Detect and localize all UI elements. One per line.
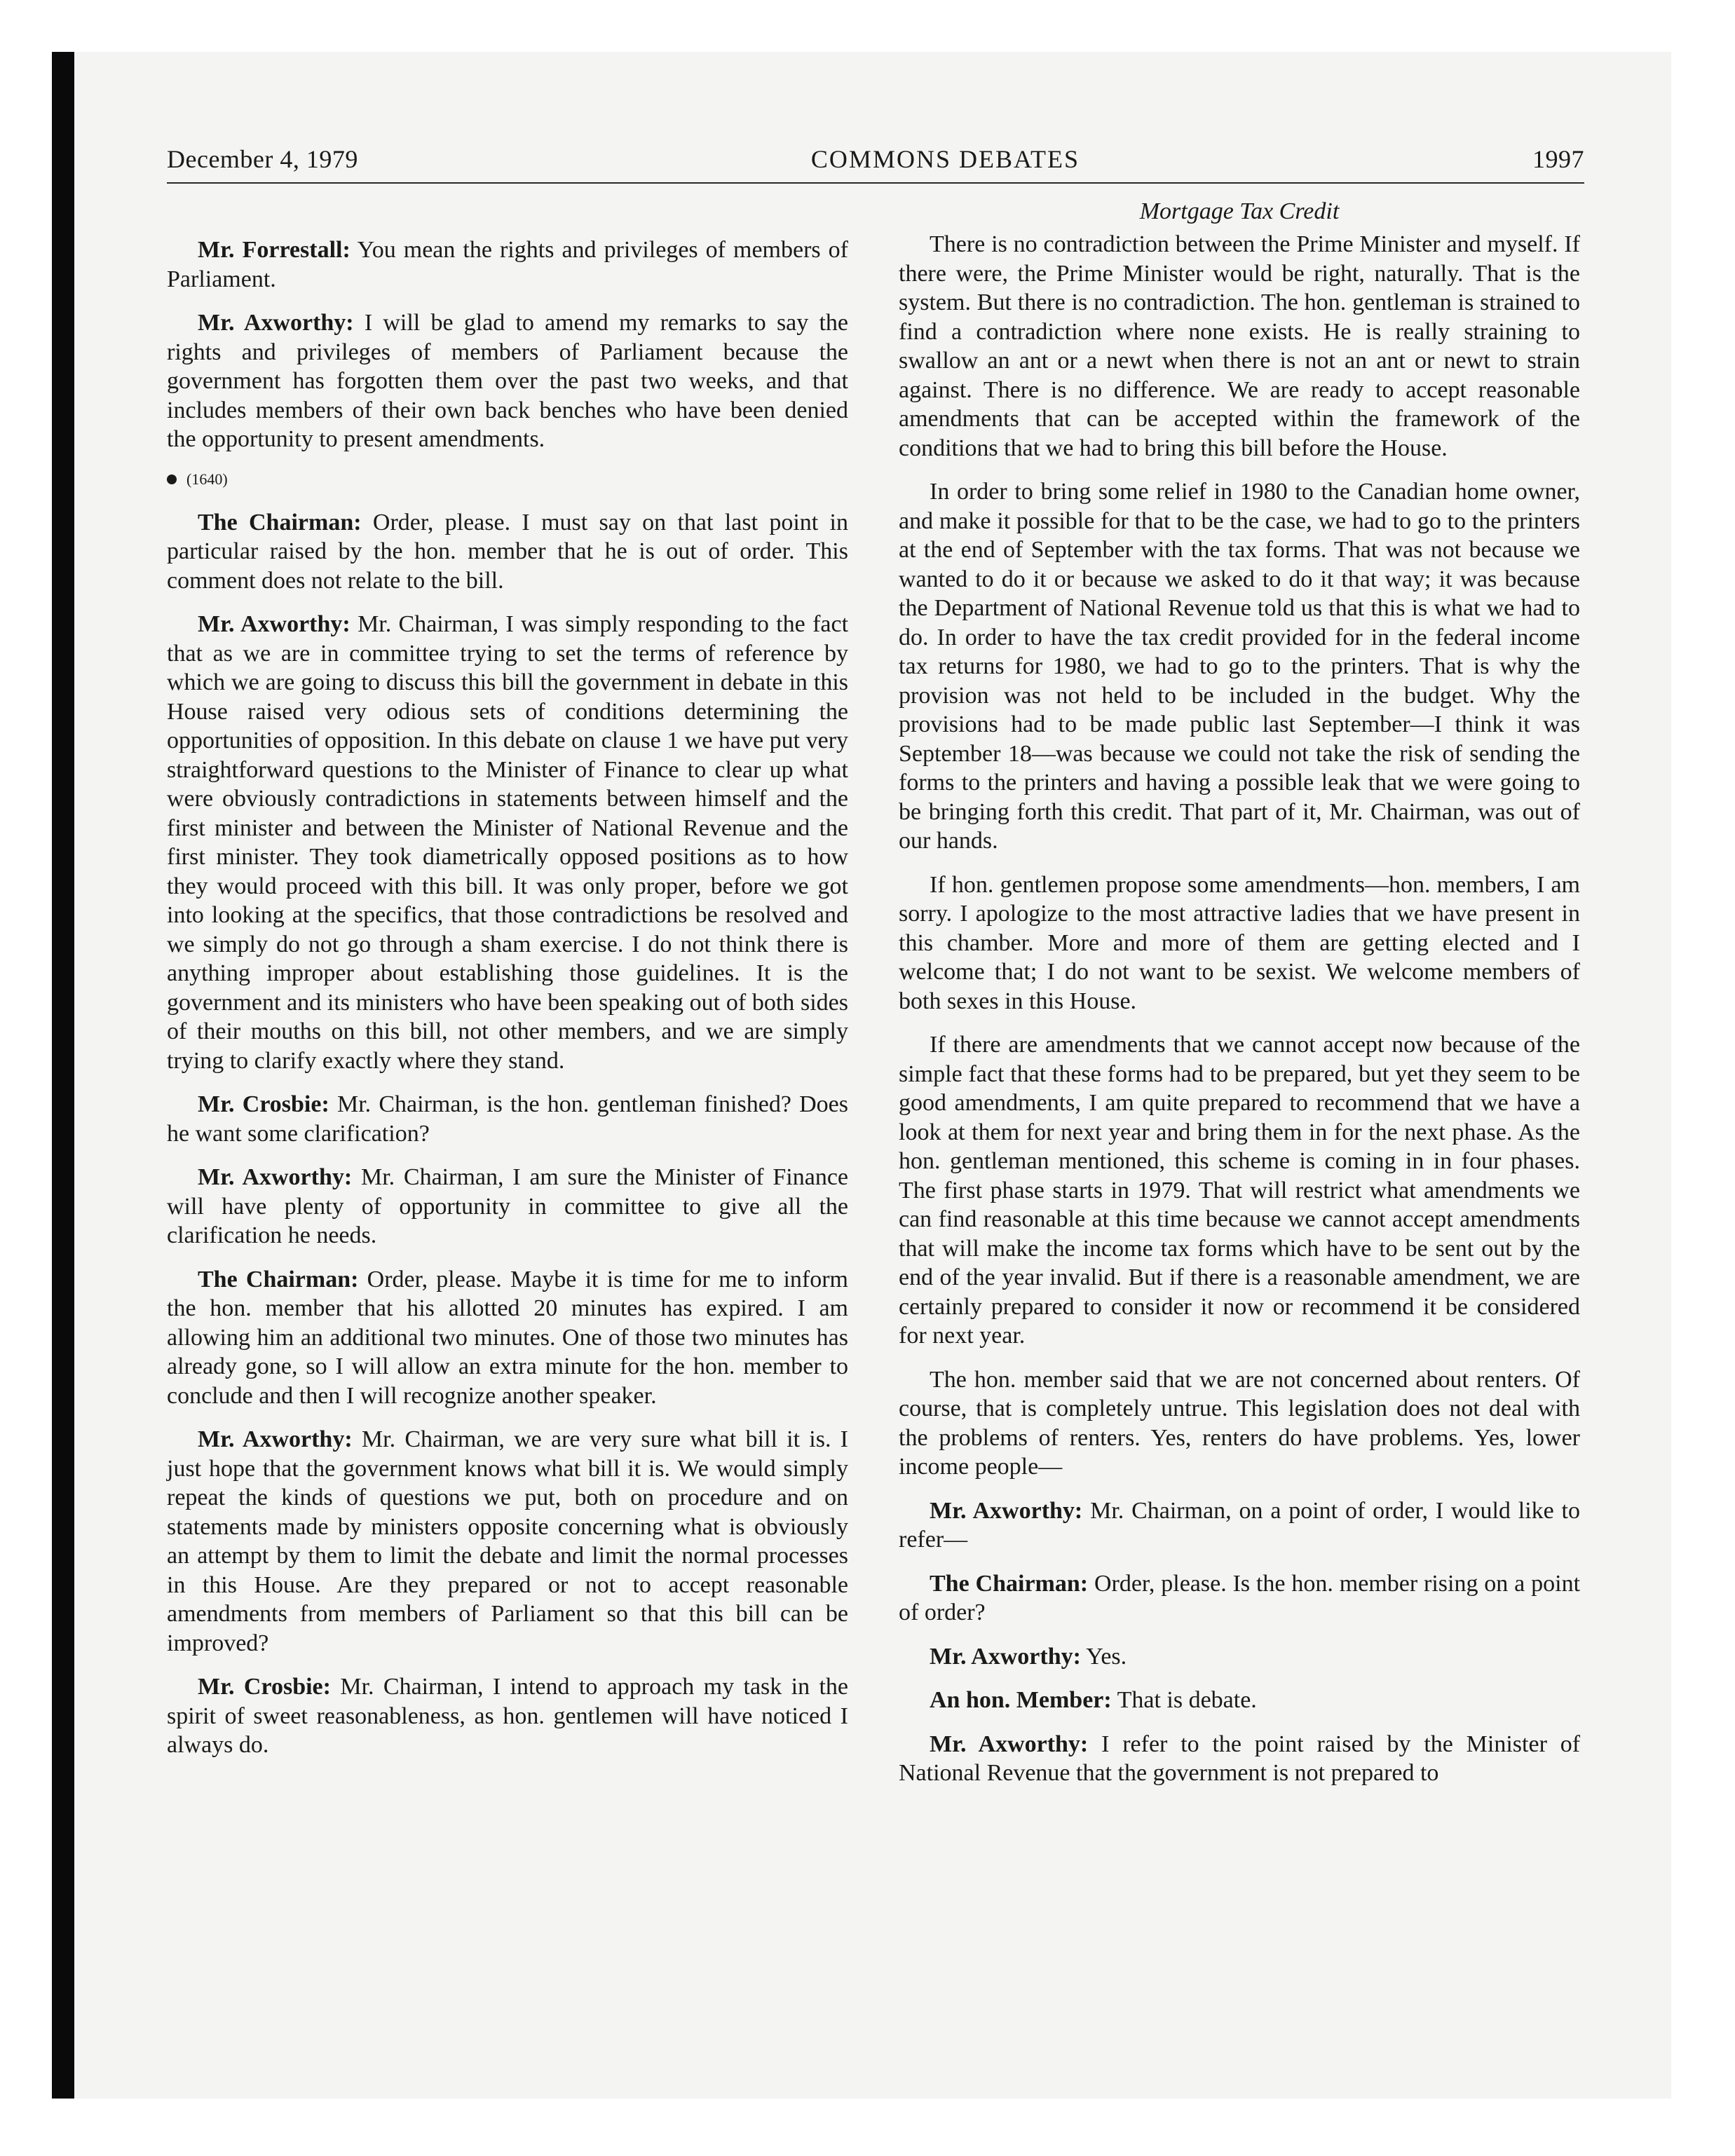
speech-paragraph [899,477,1580,856]
speech-paragraph [899,1686,1580,1715]
speech-text: Mr. Chairman, I was simply responding to the fact that as we are in committee trying to set the terms of reference by which we are going to discuss this bill the government in debate in this House raised very odious sets of conditions determining the opportunities of opposition. In this debate on clause 1 we have put very straightforward questions to the Minister of Finance to clear up what were obviously contradictions in statements between himself and the first minister and between the Minister of National Revenue and the first minister. They took diametrically opposed positions as to how they would proceed with this bill. It was only proper, before we got into looking at the specifics, that those contradictions be resolved and we simply do not go through a sham exercise. I do not think there is anything improper about establishing those guidelines. It is the government and its ministers who have been speaking out of both sides of their mouths on this bill, not other members, and we are simply trying to clarify exactly where they stand. [167,611,849,1074]
speech-paragraph [167,308,848,454]
speech-paragraph [899,871,1580,1016]
speaker-name: The Chairman: [198,509,362,535]
running-header [167,144,1584,181]
speech-text: In order to bring some relief in 1980 to the Canadian home owner, and make it possible for that to be the case, we had to go to the printers at the end of September with the tax forms. That was not because we wanted to do it or because we asked to do it that way; it was because the Department of National Revenue told us that this is what we had to do. In order to have the tax credit provided for in the federal income tax returns for 1980, we had to go to the printers. That is why the provision was not held to be included in the budget. Why the provisions had to be made public last September—I think it was September 18—was because we could not take the risk of sending the forms to the printers and having a possible leak that we were going to be bringing forth this credit. That part of it, Mr. Chairman, was out of our hands. [899,479,1580,854]
speech-text: Mr. Chairman, we are very sure what bill it is. I just hope that the government knows what bill it is. We would simply repeat the kinds of questions we put, both on procedure and on statements made by ministers opposite concerning what is obviously an attempt by them to limit the debate and limit the normal processes in this House. Are they prepared or not to accept reasonable amendments from members of Parliament so that this bill can be improved? [167,1426,849,1656]
speech-text: Mr. Chairman, I intend to approach my task in the spirit of sweet reasonableness, as hon. gentlemen will have noticed I always do. [167,1674,849,1758]
speech-paragraph [167,1425,848,1658]
speech-text: Mr. Chairman, on a point of order, I would like to refer— [899,1497,1581,1553]
speech-text: Order, please. Is the hon. member rising on a point of order? [899,1570,1581,1625]
speech-text: You mean the rights and privileges of members of Parliament. [167,237,849,292]
speaker-name: Mr. Axworthy: [198,1164,353,1190]
speech-paragraph [899,1730,1580,1788]
binding-edge [52,52,74,2099]
speech-text: Yes. [1086,1643,1127,1670]
speech-paragraph [899,1642,1580,1672]
speech-paragraph [167,610,848,1075]
speech-paragraph [167,508,848,596]
speaker-name: Mr. Crosbie: [198,1674,331,1700]
speech-paragraph [899,230,1580,463]
header-title: COMMONS DEBATES [810,145,1080,173]
speech-text: There is no contradiction between the Prime Minister and myself. If there were, the Prime Minister would be right, naturally. That is the system. But there is no contradiction. The hon. gentleman is strained to find a contradiction where none exists. He is really straining to swallow an ant or a newt when there is not an ant or newt to strain against. There is no difference. We are ready to accept reasonable amendments that can be accepted within the framework of the conditions that we had to bring this bill before the House. [899,231,1580,461]
speech-paragraph [899,1496,1580,1555]
right-column [899,198,1580,1803]
bullet-icon [167,475,177,484]
speech-text: I will be glad to amend my remarks to say the rights and privileges of members of Parliament because the government has forgotten them over the past two weeks, and that includes members of their own back benches who have been denied the opportunity to present amendments. [167,310,848,452]
speaker-name: An hon. Member: [930,1687,1112,1713]
header-date: December 4, 1979 [167,145,358,173]
speaker-name: Mr. Axworthy: [930,1731,1089,1757]
speech-text: If hon. gentlemen propose some amendments—hon. members, I am sorry. I apologize to the most attractive ladies that we have present in this chamber. More and more of them are getting elected and I welcome that; I do not want to be sexist. We welcome members of both sexes in this House. [899,871,1580,1014]
left-column [167,198,848,1775]
speech-text: The hon. member said that we are not concerned about renters. Of course, that is completely untrue. This legislation does not deal with the problems of renters. Yes, renters do have problems. Yes, lower income people— [899,1366,1580,1480]
header-rule [167,182,1584,184]
speech-text: That is debate. [1117,1687,1257,1713]
speech-text: If there are amendments that we cannot accept now because of the simple fact that these forms had to be prepared, but yet they seem to be good amendments, I am quite prepared to recommend that we have a look at them for next year and bring them in for the next phase. As the hon. gentleman mentioned, this scheme is coming in in four phases. The first phase starts in 1979. That will restrict what amendments we can find reasonable at this time because we cannot accept amendments that will make the income tax forms which have to be sent out by the end of the year invalid. But if there is a reasonable amendment, we are certainly prepared to consider it now or recommend it be considered for next year. [899,1032,1580,1349]
speaker-name: Mr. Axworthy: [198,1426,353,1452]
speaker-name: Mr. Axworthy: [198,611,351,637]
speech-paragraph [167,236,848,294]
speaker-name: The Chairman: [198,1266,359,1292]
speech-text: Mr. Chairman, I am sure the Minister of Finance will have plenty of opportunity in committee to give all the clarification he needs. [167,1164,849,1248]
speech-text: Mr. Chairman, is the hon. gentleman finished? Does he want some clarification? [167,1091,848,1147]
speaker-name: Mr. Axworthy: [198,310,354,336]
speaker-name: Mr. Crosbie: [198,1091,329,1117]
speech-paragraph [899,1365,1580,1482]
speech-paragraph [167,1265,848,1411]
speech-paragraph [899,1030,1580,1351]
speech-paragraph [167,1672,848,1760]
page-number: 1997 [1532,145,1584,173]
speech-paragraph [899,1569,1580,1628]
speech-text: Order, please. Maybe it is time for me to inform the hon. member that his allotted 20 minutes has expired. I am allowing him an additional two minutes. One of those two minutes has already gone, so I will allow an extra minute for the hon. member to conclude and then I will recognize another speaker. [167,1266,849,1409]
timestamp-text: (1640) [186,470,228,488]
speaker-name: Mr. Axworthy: [930,1497,1083,1524]
section-heading: Mortgage Tax Credit [1139,198,1340,224]
speaker-name: The Chairman: [930,1570,1089,1597]
speaker-name: Mr. Forrestall: [198,237,351,263]
speaker-name: Mr. Axworthy: [930,1643,1081,1670]
speech-paragraph [167,1163,848,1250]
speech-text: Order, please. I must say on that last point in particular raised by the hon. member that he is out of order. This comment does not relate to the bill. [167,509,849,594]
timestamp-marker [167,469,848,490]
speech-text: I refer to the point raised by the Minister of National Revenue that the government is not prepared to [899,1731,1581,1786]
speech-paragraph [167,1090,848,1148]
